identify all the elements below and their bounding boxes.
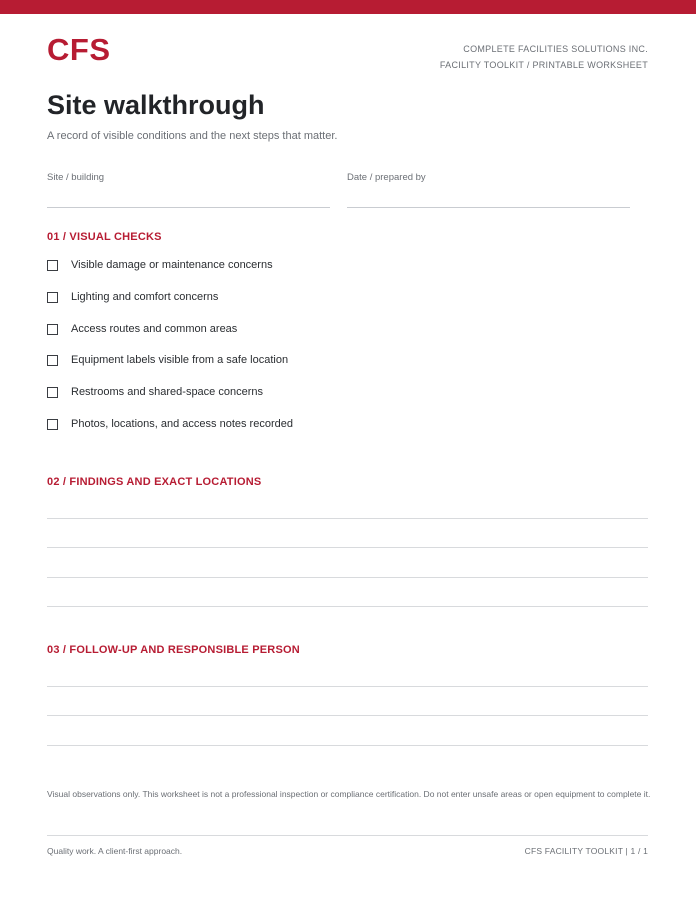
checklist-item-label: Lighting and comfort concerns [71, 290, 219, 303]
follow-up-writing-line[interactable] [47, 686, 648, 687]
site-building-label: Site / building [47, 172, 105, 183]
checklist-item [47, 322, 293, 354]
company-name: COMPLETE FACILITIES SOLUTIONS INC. [463, 44, 648, 54]
disclaimer: Visual observations only. This worksheet is not a professional inspection or compliance certification. Do not enter unsafe areas or open equipment to complete it. [47, 789, 651, 799]
follow-up-heading: 03 / FOLLOW-UP AND RESPONSIBLE PERSON [47, 644, 300, 656]
findings-writing-line[interactable] [47, 518, 648, 519]
visual-checks-list [47, 258, 293, 449]
checklist-item-label: Visible damage or maintenance concerns [71, 259, 273, 271]
company-logo: CFS [47, 32, 111, 67]
findings-writing-line[interactable] [47, 577, 648, 578]
checklist-item [47, 417, 293, 449]
checkbox[interactable] [47, 324, 58, 335]
checklist-item [47, 290, 293, 322]
follow-up-writing-line[interactable] [47, 745, 648, 746]
checklist-item [47, 385, 293, 417]
checklist-item-label: Restrooms and shared-space concerns [71, 386, 263, 399]
site-building-field[interactable] [47, 207, 330, 208]
checkbox[interactable] [47, 419, 58, 430]
document-type: FACILITY TOOLKIT / PRINTABLE WORKSHEET [439, 60, 648, 70]
footer-tagline: Quality work. A client-first approach. [47, 846, 183, 856]
checkbox[interactable] [47, 260, 58, 271]
date-prepared-by-field[interactable] [347, 207, 630, 208]
checklist-item-label: Photos, locations, and access notes recorded [71, 417, 293, 430]
follow-up-writing-line[interactable] [47, 715, 648, 716]
footer-page-info: CFS FACILITY TOOLKIT | 1 / 1 [524, 846, 648, 856]
checkbox[interactable] [47, 292, 58, 303]
checklist-item [47, 353, 293, 385]
checklist-item-label: Access routes and common areas [71, 322, 238, 335]
footer-divider [47, 835, 648, 836]
findings-heading: 02 / FINDINGS AND EXACT LOCATIONS [47, 476, 262, 488]
checkbox[interactable] [47, 387, 58, 398]
findings-writing-line[interactable] [47, 547, 648, 548]
checklist-item [47, 258, 293, 290]
visual-checks-heading: 01 / VISUAL CHECKS [47, 231, 162, 243]
top-accent-bar [0, 0, 696, 14]
findings-writing-line[interactable] [47, 606, 648, 607]
page-subtitle: A record of visible conditions and the next steps that matter. [47, 130, 338, 142]
page-title: Site walkthrough [47, 90, 265, 120]
checkbox[interactable] [47, 355, 58, 366]
company-header [440, 41, 648, 73]
date-prepared-by-label: Date / prepared by [347, 172, 426, 183]
checklist-item-label: Equipment labels visible from a safe location [71, 354, 289, 367]
